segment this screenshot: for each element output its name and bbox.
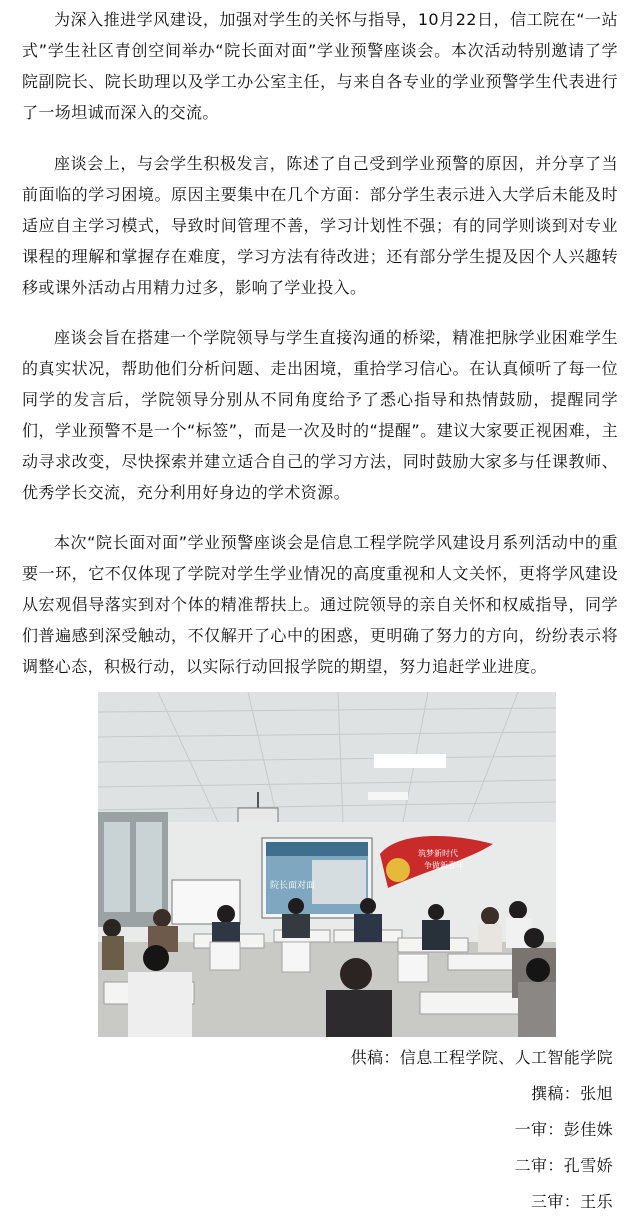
credits-block (351, 1040, 613, 1220)
banner-line1: 筑梦新时代 (418, 849, 458, 858)
credit-review-2: 二审：孔雪娇 (514, 1156, 613, 1175)
article-body (22, 0, 618, 682)
credit-writer: 撰稿：张旭 (530, 1084, 613, 1103)
banner-line2: 争做新青年 (424, 861, 464, 870)
credit-review-3: 三审：王乐 (530, 1192, 613, 1211)
meeting-photo (98, 692, 556, 1037)
paragraph-purpose: 座谈会旨在搭建一个学院领导与学生直接沟通的桥梁，精准把脉学业困难学生的真实状况，帮助他们分析问题、走出困境，重拾学习信心。在认真倾听了每一位同学的发言后，学院领导分别从不同角度给予了悉心指导和热情鼓励，提醒同学们，学业预警不是一个“标签”，而是一次及时的“提醒”。建议大家要正视困难，主动寻求改变，尽快探索并建立适合自己的学习方法，同时鼓励大家多与任课教师、优秀学长交流，充分利用好身边的学术资源。 (22, 328, 618, 502)
credit-source: 供稿：信息工程学院、人工智能学院 (350, 1048, 613, 1067)
credit-review-1: 一审：彭佳姝 (514, 1120, 613, 1139)
paragraph-intro: 为深入推进学风建设，加强对学生的关怀与指导，10月22日，信工院在“一站式”学生社区青创空间举办“院长面对面”学业预警座谈会。本次活动特别邀请了学院副院长、院长助理以及学工办公室主任，与来自各专业的学业预警学生代表进行了一场坦诚而深入的交流。 (22, 10, 618, 122)
banner-tag: 新时代 新青年 新作为 (416, 838, 465, 844)
paragraph-discussion: 座谈会上，与会学生积极发言，陈述了自己受到学业预警的原因，并分享了当前面临的学习困境。原因主要集中在几个方面：部分学生表示进入大学后未能及时适应自主学习模式，导致时间管理不善，学习计划性不强；有的同学则谈到对专业课程的理解和掌握存在难度，学习方法有待改进；还有部分学生提及因个人兴趣转移或课外活动占用精力过多，影响了学业投入。 (22, 154, 618, 297)
screen-title: 院长面对面 (270, 881, 316, 891)
paragraph-summary: 本次“院长面对面”学业预警座谈会是信息工程学院学风建设月系列活动中的重要一环，它不仅体现了学院对学生学业情况的高度重视和人文关怀，更将学风建设从宏观倡导落实到对个体的精准帮扶上。通过院领导的亲自关怀和权威指导，同学们普遍感到深受触动，不仅解开了心中的困惑，更明确了努力的方向，纷纷表示将调整心态，积极行动，以实际行动回报学院的期望，努力追赶学业进度。 (22, 533, 618, 676)
